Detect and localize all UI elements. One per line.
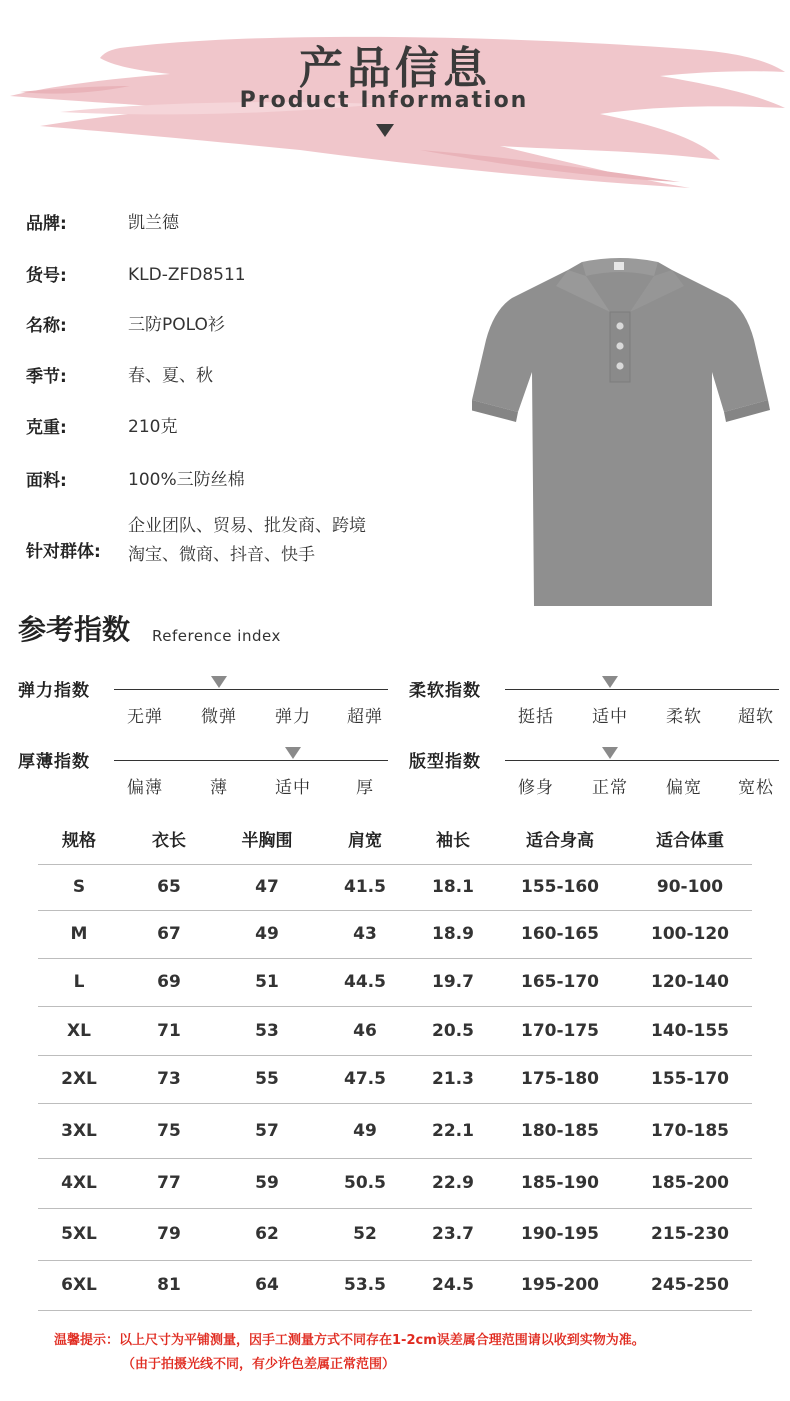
column-header: 衣长 [152,831,186,852]
page-title: 产品信息 [299,43,491,94]
table-cell: 215-230 [628,1208,752,1260]
index-option: 宽松 [738,778,774,798]
table-cell: 77 [120,1158,218,1208]
table-cell: 52 [316,1208,414,1260]
info-value [128,413,177,442]
table-cell: 51 [218,958,316,1006]
table-cell: 57 [218,1103,316,1158]
table-header-row [38,814,752,864]
table-cell: 43 [316,910,414,958]
index-elasticity [18,676,390,736]
info-value [128,466,245,495]
table-cell: M [38,910,120,958]
info-value-line: 企业团队、贸易、批发商、跨境 [128,516,366,536]
table-cell: 44.5 [316,958,414,1006]
table-cell: 69 [120,958,218,1006]
index-thickness [18,747,390,807]
table-cell: 22.1 [414,1103,492,1158]
table-cell: 2XL [38,1055,120,1103]
index-label: 柔软指数 [409,681,481,701]
warm-tip-note: 温馨提示：以上尺寸为平铺测量，因手工测量方式不同存在1-2cm误差属合理范围请以收到实物为准。 [54,1333,645,1348]
info-value-line: KLD-ZFD8511 [128,265,246,285]
column-header: 半胸围 [241,831,293,852]
table-cell: 19.7 [414,958,492,1006]
table-cell: 79 [120,1208,218,1260]
polo-shirt-image [472,250,770,610]
table-cell: 41.5 [316,864,414,910]
table-cell: 4XL [38,1158,120,1208]
table-row [38,864,752,910]
page-header [0,0,790,195]
table-cell: 71 [120,1006,218,1055]
reference-subtitle: Reference index [152,627,281,645]
index-label: 弹力指数 [18,681,90,701]
table-cell: 55 [218,1055,316,1103]
index-option: 挺括 [518,707,554,727]
table-cell: 53.5 [316,1260,414,1310]
table-cell: 180-185 [492,1103,628,1158]
table-cell: 155-160 [492,864,628,910]
index-option: 修身 [518,778,554,798]
table-cell: 20.5 [414,1006,492,1055]
index-option: 正常 [592,778,628,798]
index-fit [409,747,781,807]
index-marker-icon [285,747,301,759]
column-header: 规格 [62,831,96,852]
table-row [38,1055,752,1103]
table-cell: 120-140 [628,958,752,1006]
table-cell: 62 [218,1208,316,1260]
table-cell: 49 [218,910,316,958]
info-label: 面料: [26,471,67,491]
table-cell: 21.3 [414,1055,492,1103]
table-cell: 81 [120,1260,218,1310]
table-cell: 175-180 [492,1055,628,1103]
table-cell: 185-190 [492,1158,628,1208]
page-subtitle: Product Information [239,88,529,113]
column-header: 适合体重 [656,831,724,852]
info-value [128,362,213,391]
table-cell: 50.5 [316,1158,414,1208]
index-marker-icon [602,747,618,759]
info-value-line: 春、夏、秋 [128,366,213,386]
table-cell: 73 [120,1055,218,1103]
info-label: 克重: [26,418,67,438]
table-cell: 160-165 [492,910,628,958]
table-cell: 67 [120,910,218,958]
index-label: 厚薄指数 [18,752,90,772]
table-cell: 170-175 [492,1006,628,1055]
table-cell: 155-170 [628,1055,752,1103]
index-scale-line [114,760,388,761]
table-cell: 59 [218,1158,316,1208]
table-cell: 47.5 [316,1055,414,1103]
table-cell: 24.5 [414,1260,492,1310]
table-cell: S [38,864,120,910]
index-scale-line [505,760,779,761]
index-option: 适中 [275,778,311,798]
table-cell: 190-195 [492,1208,628,1260]
table-cell: 245-250 [628,1260,752,1310]
table-cell: 195-200 [492,1260,628,1310]
table-cell: 18.1 [414,864,492,910]
index-option: 厚 [356,778,374,798]
index-scale-line [114,689,388,690]
table-cell: 6XL [38,1260,120,1310]
table-cell: 47 [218,864,316,910]
color-difference-note: （由于拍摄光线不同，有少许色差属正常范围） [122,1357,396,1372]
index-marker-icon [211,676,227,688]
info-label: 品牌: [26,214,67,234]
table-cell: 140-155 [628,1006,752,1055]
info-label: 季节: [26,367,67,387]
info-value [128,261,246,290]
info-value [128,209,179,238]
index-option: 柔软 [666,707,702,727]
table-cell: 100-120 [628,910,752,958]
table-row [38,1260,752,1310]
table-cell: XL [38,1006,120,1055]
table-row [38,1103,752,1158]
table-cell: 165-170 [492,958,628,1006]
reference-title: 参考指数 [18,613,131,646]
table-cell: 22.9 [414,1158,492,1208]
table-cell: 18.9 [414,910,492,958]
table-cell: 53 [218,1006,316,1055]
index-marker-icon [602,676,618,688]
index-option: 偏宽 [666,778,702,798]
table-cell: 5XL [38,1208,120,1260]
column-header: 肩宽 [348,831,382,852]
index-option: 偏薄 [127,778,163,798]
table-cell: 64 [218,1260,316,1310]
table-cell: 46 [316,1006,414,1055]
info-value [128,311,225,340]
table-cell: 3XL [38,1103,120,1158]
table-row [38,1208,752,1260]
index-option: 无弹 [127,707,163,727]
info-value-line: 凯兰德 [128,213,179,233]
table-cell: 49 [316,1103,414,1158]
index-option: 弹力 [275,707,311,727]
info-label: 针对群体: [26,542,101,562]
index-option: 适中 [592,707,628,727]
table-cell: 170-185 [628,1103,752,1158]
index-label: 版型指数 [409,752,481,772]
info-value-line: 210克 [128,417,178,437]
info-value-line: 100%三防丝棉 [128,470,245,490]
table-cell: 65 [120,864,218,910]
info-value-line: 三防POLO衫 [128,315,225,335]
info-label: 名称: [26,316,67,336]
index-softness [409,676,781,736]
index-scale-line [505,689,779,690]
column-header: 袖长 [436,831,470,852]
index-option: 微弹 [201,707,237,727]
index-option: 超软 [738,707,774,727]
table-cell: 185-200 [628,1158,752,1208]
arrow-down-icon [376,124,394,137]
column-header: 适合身高 [526,831,594,852]
table-cell: 75 [120,1103,218,1158]
table-cell: L [38,958,120,1006]
table-cell: 90-100 [628,864,752,910]
table-row [38,1006,752,1055]
info-value [128,512,366,570]
index-option: 超弹 [347,707,383,727]
info-label: 货号: [26,266,67,286]
table-row [38,910,752,958]
table-row [38,1158,752,1208]
table-row [38,958,752,1006]
info-value-line: 淘宝、微商、抖音、快手 [128,545,315,565]
index-option: 薄 [210,778,228,798]
size-table [38,814,752,1311]
table-cell: 23.7 [414,1208,492,1260]
